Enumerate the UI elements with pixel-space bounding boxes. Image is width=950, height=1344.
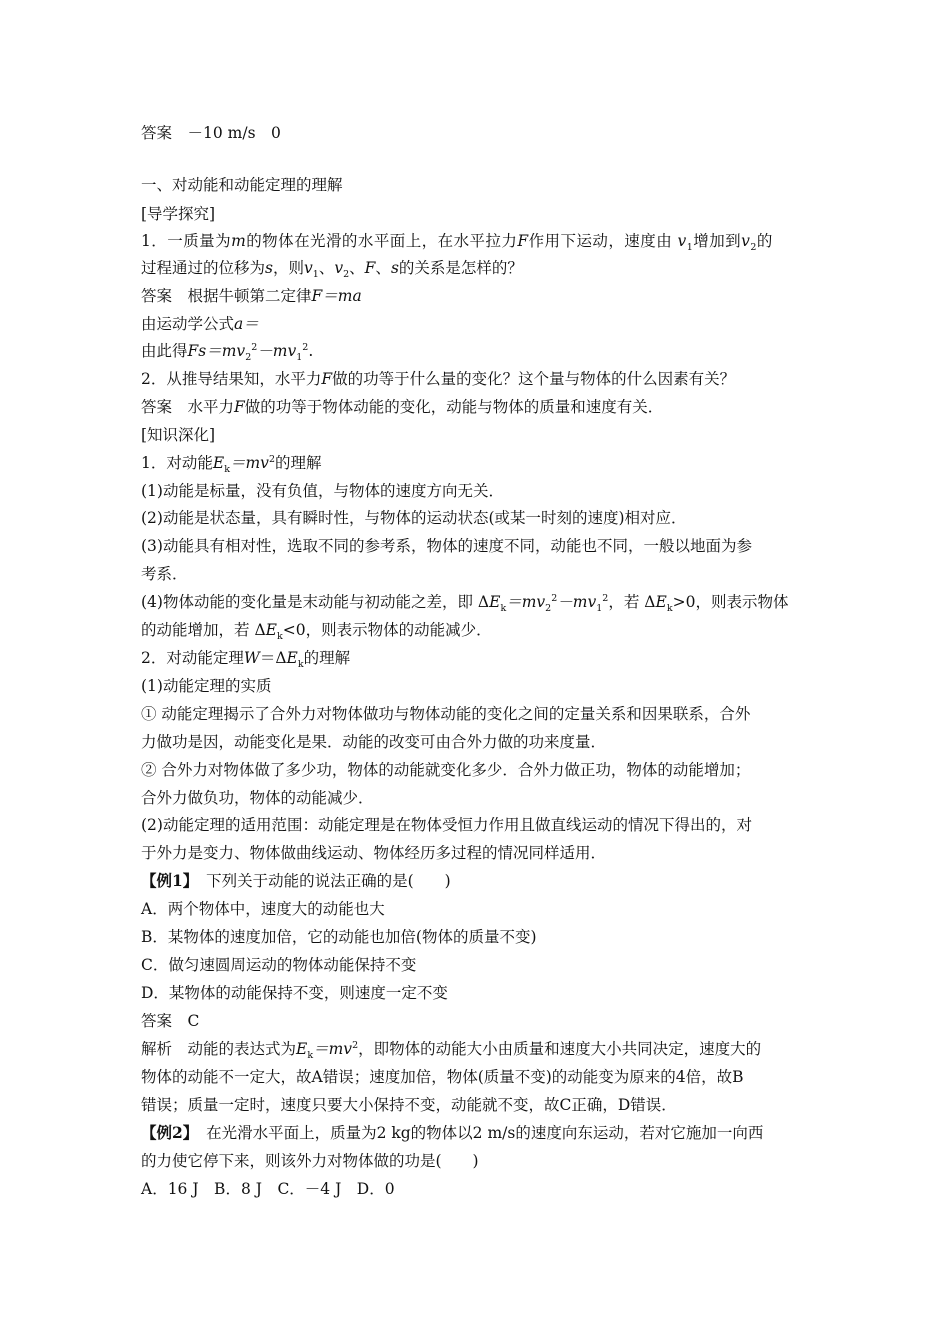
example-1-option-b: B．某物体的速度加倍，它的动能也加倍(物体的质量不变) xyxy=(141,928,537,946)
example-2-question-line-2: 的力使它停下来，则该外力对物体做的功是( ) xyxy=(141,1152,479,1170)
example-2-question-line-1: 【例2】 在光滑水平面上，质量为2 kg的物体以2 m/s的速度向东运动，若对它施加一向西 xyxy=(141,1123,764,1142)
subheading-explore: [导学探究] xyxy=(141,205,216,223)
question-1-line-2: 过程通过的位移为s，则$v_1$、$v_2$、F、s的关系是怎样的？ xyxy=(141,259,523,281)
example-1-option-d: D．某物体的动能保持不变，则速度一定不变 xyxy=(141,984,448,1002)
section-heading: 一、对动能和动能定理的理解 xyxy=(141,176,343,194)
point-2-title: 2．对动能定理$W=\Delta E_k$的理解 xyxy=(141,649,351,671)
point-2-circle-1-line-2: 力做功是因，动能变化是果．动能的改变可由合外力做的功来度量． xyxy=(141,733,607,751)
point-1-item-4-line-1: (4)物体动能的变化量是末动能与初动能之差，即 $\Delta E_k=mv_2^2-mv_1^2$，若 $\Delta E_k>0$，则表示物体 xyxy=(141,592,789,615)
example-1-analysis-line-1: 解析 动能的表达式为$E_k=mv^2$，即物体的动能大小由质量和速度大小共同决定，速度大的 xyxy=(141,1039,762,1062)
example-2-options: A．16 J B．8 J C．－4 J D．0 xyxy=(141,1180,395,1198)
example-1-option-a: A．两个物体中，速度大的动能也大 xyxy=(141,900,385,918)
answer-question-2: 答案 水平力F做的功等于物体动能的变化，动能与物体的质量和速度有关． xyxy=(141,398,664,416)
point-1-item-4-line-2: 的动能增加，若 $\Delta E_k<0$，则表示物体的动能减少． xyxy=(141,621,492,643)
answer-line-top: 答案 －10 m/s 0 xyxy=(141,124,281,142)
question-1-line-1: 1．一质量为m的物体在光滑的水平面上，在水平拉力F作用下运动，速度由 $v_1$增加到$v_2$的 xyxy=(141,232,773,254)
point-2-item-1: (1)动能定理的实质 xyxy=(141,677,272,695)
question-2: 2．从推导结果知，水平力F做的功等于什么量的变化？这个量与物体的什么因素有关？ xyxy=(141,370,736,388)
point-1-item-1: (1)动能是标量，没有负值，与物体的速度方向无关． xyxy=(141,482,504,500)
point-2-circle-2-line-2: 合外力做负功，物体的动能减少． xyxy=(141,789,374,807)
point-2-circle-1-line-1: ① 动能定理揭示了合外力对物体做功与物体动能的变化之间的定量关系和因果联系，合外 xyxy=(141,705,751,723)
example-1-analysis-line-3: 错误；质量一定时，速度只要大小保持不变，动能就不变，故C正确，D错误． xyxy=(141,1096,677,1114)
point-2-circle-2-line-1: ② 合外力对物体做了多少功，物体的动能就变化多少．合外力做正功，物体的动能增加； xyxy=(141,761,751,779)
example-1-question: 【例1】 下列关于动能的说法正确的是( ) xyxy=(141,871,451,890)
example-1-analysis-line-2: 物体的动能不一定大，故A错误；速度加倍，物体(质量不变)的动能变为原来的4倍，故B xyxy=(141,1068,744,1086)
subheading-knowledge: [知识深化] xyxy=(141,426,216,444)
answer-newton: 答案 根据牛顿第二定律F＝ma xyxy=(141,287,362,305)
point-1-title: 1．对动能$E_k=mv^2$的理解 xyxy=(141,453,322,476)
example-1-answer: 答案 C xyxy=(141,1012,200,1030)
point-1-item-3-line-1: (3)动能具有相对性，选取不同的参考系，物体的速度不同，动能也不同，一般以地面为参 xyxy=(141,537,752,555)
point-1-item-2: (2)动能是状态量，具有瞬时性，与物体的运动状态(或某一时刻的速度)相对应． xyxy=(141,509,687,527)
answer-result: 由此得$Fs=mv_2^2-mv_1^2$. xyxy=(141,341,314,364)
point-2-item-2-line-2: 于外力是变力、物体做曲线运动、物体经历多过程的情况同样适用． xyxy=(141,844,607,862)
answer-kinematics: 由运动学公式a＝ xyxy=(141,315,259,333)
point-1-item-3-line-2: 考系． xyxy=(141,565,188,583)
point-2-item-2-line-1: (2)动能定理的适用范围：动能定理是在物体受恒力作用且做直线运动的情况下得出的，对 xyxy=(141,816,752,834)
example-1-option-c: C．做匀速圆周运动的物体动能保持不变 xyxy=(141,956,417,974)
